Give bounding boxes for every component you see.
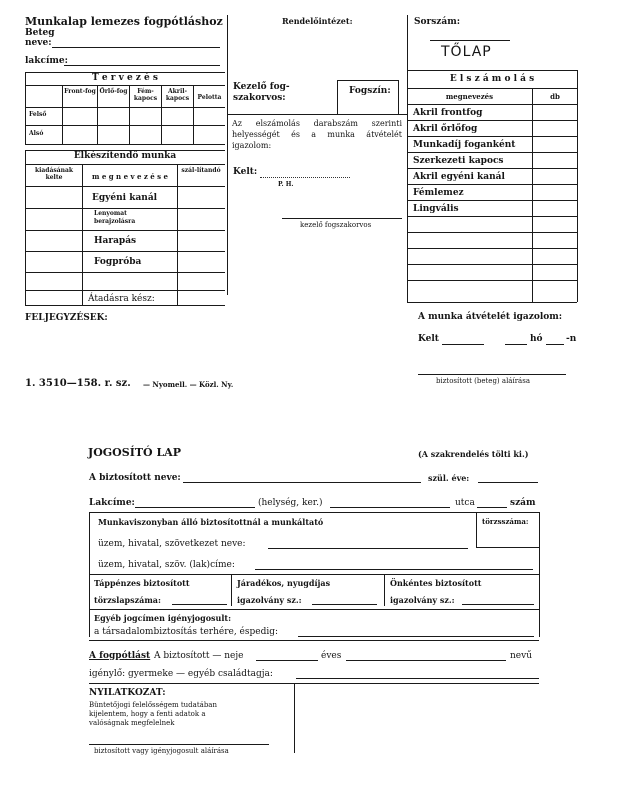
elszamolas-bottom xyxy=(407,302,577,303)
elszamolas-item-akril-frontfog: Akril frontfog xyxy=(413,108,483,118)
torzsszama-label: törzsszáma: xyxy=(482,517,529,526)
elszamolas-row-line xyxy=(407,168,577,169)
type-divider-1 xyxy=(231,574,232,606)
utca-label: utca xyxy=(455,498,475,508)
beteg-neve-line[interactable] xyxy=(52,47,220,48)
elszamolas-item-munkadij: Munkadíj foganként xyxy=(413,140,516,150)
jogosito-title: JOGOSÍTÓ LAP xyxy=(88,446,181,459)
atvetel-title: A munka átvételét igazolom: xyxy=(418,312,563,322)
col-megnevezes: m e g n e v e z é s e xyxy=(91,172,168,181)
tervezes-title-line xyxy=(25,85,225,86)
elkeszitendo-col2 xyxy=(177,164,178,305)
biztositott-neje: A biztosított — neje xyxy=(154,651,244,661)
elkeszitendo-header-line xyxy=(25,186,225,187)
tappenzes-line[interactable] xyxy=(172,604,227,605)
atvetel-sign-line[interactable] xyxy=(418,374,566,375)
kezelo-label: Kezelő fog-szakorvos: xyxy=(233,82,290,103)
nev-line[interactable] xyxy=(183,482,421,483)
elszamolas-row-line xyxy=(407,248,577,249)
onkentes2: igazolvány sz.: xyxy=(390,595,455,605)
tervezes-row-line xyxy=(25,125,225,126)
footer-print: — Nyomell. — Közl. Ny. xyxy=(143,380,234,389)
elszamolas-item-akril-egyeni-kanal: Akril egyéni kanál xyxy=(413,172,505,182)
sorszam-line[interactable] xyxy=(430,40,510,41)
uzem2-label: üzem, hivatal, szöv. (lak)címe: xyxy=(98,560,235,570)
elszamolas-col-db: db xyxy=(550,92,560,101)
elkeszitendo-row-line xyxy=(25,208,225,209)
atvetel-day-line[interactable] xyxy=(546,344,564,345)
jaradekos-line[interactable] xyxy=(312,604,377,605)
fogszin-box-right xyxy=(398,80,399,114)
munkaviszony-label: Munkaviszonyban álló biztosítottnál a munkáltató xyxy=(98,517,324,527)
fogszin-box-left xyxy=(337,80,338,114)
fogszin-box-top xyxy=(337,80,398,81)
elszamolas-item-szerkezeti-kapocs: Szerkezeti kapocs xyxy=(413,156,504,166)
tervezes-header-orlofog: Őrlő-fog xyxy=(99,88,128,95)
atvetel-ho: hó xyxy=(530,334,543,344)
jogosito-sign-line[interactable] xyxy=(89,744,269,745)
egyeb2: a társadalombiztosítás terhére, éspedig: xyxy=(94,627,279,637)
uzem1-label: üzem, hivatal, szövetkezet neve: xyxy=(98,539,246,549)
item-fogproba: Fogpróba xyxy=(94,257,142,267)
nyilatkozat-title: NYILATKOZAT: xyxy=(89,688,166,698)
szul-line[interactable] xyxy=(478,482,538,483)
elszamolas-row-line xyxy=(407,120,577,121)
tervezes-row-felso: Felső xyxy=(29,111,47,118)
nyilatkozat-line-1: Büntetőjogi felelősségem tudatában xyxy=(89,701,217,709)
elkeszitendo-col1 xyxy=(82,164,83,305)
atvetel-sign-label: biztosított (beteg) aláírása xyxy=(436,377,531,385)
lakcim-label: Lakcíme: xyxy=(89,498,135,508)
fogpotlast-label: A fogpótlást xyxy=(89,651,151,661)
nyilatkozat-top xyxy=(89,683,539,684)
elszamolas-item-lingvalis: Lingvális xyxy=(413,204,459,214)
item-harapas: Harapás xyxy=(94,236,137,246)
col-szallitando: szál-lítandó xyxy=(181,167,221,174)
jaradekos2: igazolvány sz.: xyxy=(237,595,302,605)
jaradekos1: Járadékos, nyugdíjas xyxy=(237,578,331,588)
elszamolas-item-femlemez: Fémlemez xyxy=(413,188,464,198)
lakcime-line[interactable] xyxy=(64,65,220,66)
elszamolas-row-line xyxy=(407,136,577,137)
utca-line[interactable] xyxy=(330,507,450,508)
elszamolas-title-line xyxy=(407,88,577,89)
tervezes-header-line xyxy=(25,107,225,108)
jogosito-sign-label: biztosított vagy igényjogosult aláírása xyxy=(94,747,229,755)
col-kiadas: kiadásának kelte xyxy=(34,167,74,181)
szam-line[interactable] xyxy=(477,507,507,508)
elszamolas-row-line xyxy=(407,216,577,217)
tervezes-left xyxy=(25,72,26,144)
igenylo-line[interactable] xyxy=(296,678,539,679)
kezelo-kelt: Kelt: xyxy=(233,167,258,177)
elszamolas-row-line xyxy=(407,184,577,185)
atvetel-kelt-line[interactable] xyxy=(442,344,484,345)
tervezes-header-akrilkapocs: Akril-kapocs xyxy=(165,88,190,102)
jogosito-box-right xyxy=(539,512,540,637)
elszamolas-title: E l s z á m o l á s xyxy=(449,74,535,84)
atvetel-n: -n xyxy=(566,334,577,344)
type-divider-2 xyxy=(384,574,385,606)
nyilatkozat-line-2: kijelentem, hogy a fenti adatok a xyxy=(89,710,206,718)
elszamolas-row-line xyxy=(407,264,577,265)
atadasra-kesz: Átadásra kész: xyxy=(88,294,155,304)
tappenzes1: Táppénzes biztosított xyxy=(94,578,190,588)
elszamolas-row-line xyxy=(407,104,577,105)
elszamolas-top xyxy=(407,70,577,71)
tervezes-bottom xyxy=(25,144,225,145)
eves-line[interactable] xyxy=(346,660,506,661)
onkentes-line[interactable] xyxy=(462,604,534,605)
jogosito-note: (A szakrendelés tölti ki.) xyxy=(418,449,529,459)
elkeszitendo-bottom xyxy=(25,305,225,306)
jogosito-box-bottom xyxy=(89,640,539,641)
eves-label: éves xyxy=(321,651,342,661)
torzsszama-box-left xyxy=(476,512,477,547)
beteg-neve-label: neve: xyxy=(25,38,52,48)
feljegyzesek-label: FELJEGYZÉSEK: xyxy=(25,313,108,323)
tervezes-header-pelotta: Pelotta xyxy=(197,94,222,101)
elkeszitendo-title-line xyxy=(25,164,225,165)
lakcime-label: lakcíme: xyxy=(25,56,68,66)
szam-label: szám xyxy=(510,498,536,508)
kezelo-kelt-line[interactable] xyxy=(260,177,350,178)
uzem2-line[interactable] xyxy=(255,569,533,570)
elkeszitendo-row-line xyxy=(25,272,225,273)
elkeszitendo-row-line xyxy=(25,251,225,252)
kezelo-sign-label: kezelő fogszakorvos xyxy=(300,221,372,229)
atvetel-kelt: Kelt xyxy=(418,334,439,344)
elkeszitendo-row-line xyxy=(25,290,225,291)
biztositott-types-top xyxy=(89,574,539,575)
igenylo-label: igénylő: gyermeke — egyéb családtagja: xyxy=(89,669,273,679)
elszamolas-col-megnevezes: megnevezés xyxy=(445,92,494,101)
tervezes-header-femkapocs: Fém-kapocs xyxy=(133,88,158,102)
munkalap-divider-left xyxy=(227,15,228,295)
rendelointezet-label: Rendelőintézet: xyxy=(282,16,353,26)
tappenzes2: törzslapszáma: xyxy=(94,595,161,605)
onkentes1: Önkéntes biztosított xyxy=(390,578,482,588)
kezelo-statement: Az elszámolás darabszám szerinti helyességét és a munka átvételét igazolom: xyxy=(232,119,402,150)
elszamolas-item-akril-orlofog: Akril őrlőfog xyxy=(413,124,478,134)
footer-number: 1. 3510—158. r. sz. xyxy=(25,378,131,389)
munkalap-divider-right xyxy=(407,15,408,303)
elszamolas-row-line xyxy=(407,200,577,201)
uzem1-line[interactable] xyxy=(268,548,468,549)
tervezes-row-also: Alsó xyxy=(29,130,44,137)
kezelo-sign-line[interactable] xyxy=(282,218,402,219)
torzsszama-box-bottom xyxy=(476,547,539,548)
sorszam-label: Sorszám: xyxy=(414,17,461,27)
ph-label: P. H. xyxy=(278,181,294,188)
munkaviszony-top xyxy=(89,512,539,513)
egyeb-line[interactable] xyxy=(298,636,534,637)
munkalap-title: Munkalap lemezes fogpótláshoz xyxy=(25,15,223,28)
nyilatkozat-divider xyxy=(294,683,295,753)
elszamolas-right xyxy=(577,70,578,302)
atvetel-year-line[interactable] xyxy=(505,344,527,345)
egyeb-top xyxy=(89,609,539,610)
item-lenyomat: Lenyomat berajzolásra xyxy=(94,210,136,225)
elkeszitendo-title: Elkészítendő munka xyxy=(73,151,177,161)
kezelo-section-line xyxy=(228,114,407,115)
elszamolas-row-line xyxy=(407,280,577,281)
item-egyeni-kanal: Egyéni kanál xyxy=(92,193,158,203)
fogszin-label[interactable]: Fogszín: xyxy=(349,86,391,96)
tolap-stamp: TŐLAP xyxy=(441,44,492,60)
elszamolas-row-line xyxy=(407,232,577,233)
beteg-label: Beteg xyxy=(25,28,55,38)
egyeb1: Egyéb jogcímen igényjogosult: xyxy=(94,613,232,623)
tervezes-header-frontfog: Front-fog xyxy=(64,88,96,95)
nevu-label: nevű xyxy=(510,651,533,661)
elkeszitendo-row-line xyxy=(25,230,225,231)
neje-line[interactable] xyxy=(256,660,318,661)
nyilatkozat-line-3: valóságnak megfelelnek xyxy=(89,719,175,727)
tervezes-title: T e r v e z é s xyxy=(92,73,158,83)
helyseg-label: (helység, ker.) xyxy=(258,498,323,508)
elszamolas-row-line xyxy=(407,152,577,153)
nev-label: A biztosított neve: xyxy=(89,473,181,483)
szul-label: szül. éve: xyxy=(428,473,470,483)
lakcim-line[interactable] xyxy=(135,507,255,508)
